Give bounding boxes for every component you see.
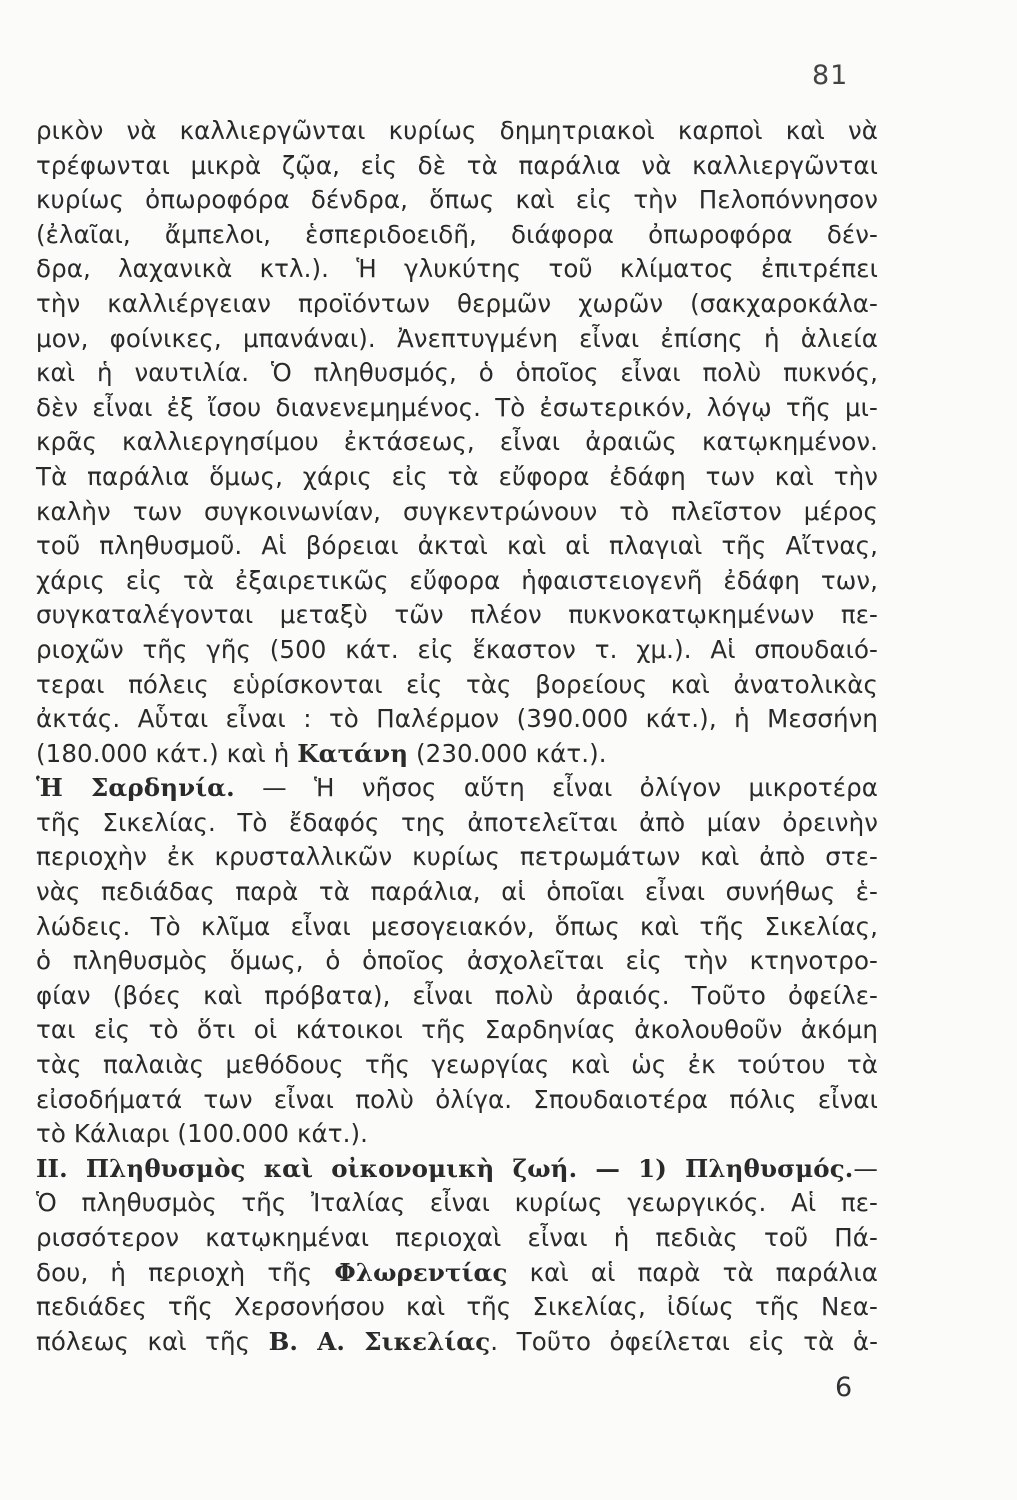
text-line [36,252,878,287]
text-line [36,1117,878,1152]
text-run: δου, ἡ περιοχὴ τῆς [36,1257,335,1287]
text-line [36,529,878,564]
text-run: Τὰ παράλια ὅμως, χάρις εἰς τὰ εὔφορα ἐδάφη των καὶ τὴν [36,461,878,491]
text-run: κρᾶς καλλιεργησίμου ἐκτάσεως, εἶναι ἀραιῶς κατῳκημένον. [36,427,878,457]
text-line [36,287,878,322]
text-run: — [853,1153,878,1183]
text-line [36,322,878,357]
text-run: τὸ Κάλιαρι (100.000 κάτ.). [36,1119,369,1149]
text-line [36,840,878,875]
text-line [36,1325,878,1360]
text-run: — Ἡ νῆσος αὕτη εἶναι ὀλίγον μικροτέρα [234,773,878,803]
text-line [36,564,878,599]
bold-text: Β. Α. Σικελίας [268,1326,491,1356]
text-line [36,218,878,253]
text-line [36,771,878,806]
text-run: λώδεις. Τὸ κλῖμα εἶναι μεσογειακόν, ὅπως καὶ τῆς Σικελίας, [36,911,878,941]
signature-mark: 6 [835,1372,853,1403]
text-run: καὶ αἱ παρὰ τὰ παράλια [507,1257,878,1287]
text-line [36,737,878,772]
text-run: ρικὸν νὰ καλλιεργῶνται κυρίως δημητριακοὶ καρποὶ καὶ νὰ [36,116,878,145]
text-line [36,1083,878,1118]
text-run: ἀκτάς. Αὗται εἶναι : τὸ Παλέρμον (390.000 κάτ.), ἡ Μεσσήνη [36,704,878,734]
text-run: περιοχὴν ἐκ κρυσταλλικῶν κυρίως πετρωμάτων καὶ ἀπὸ στε- [36,842,878,872]
text-line [36,1048,878,1083]
text-run: τεραι πόλεις εὑρίσκονται εἰς τὰς βορείους καὶ ἀνατολικὰς [36,669,878,699]
text-line [36,1290,878,1325]
text-run: φίαν (βόες καὶ πρόβατα), εἶναι πολὺ ἀραιός. Τοῦτο ὀφείλε- [36,980,878,1010]
text-line [36,1152,878,1187]
text-line [36,633,878,668]
text-run: ὁ πληθυσμὸς ὅμως, ὁ ὁποῖος ἀσχολεῖται εἰς τὴν κτηνοτρο- [36,946,878,976]
text-run: συγκαταλέγονται μεταξὺ τῶν πλέον πυκνοκατῳκημένων πε- [36,600,878,630]
text-line [36,183,878,218]
text-line [36,460,878,495]
text-line [36,114,878,149]
text-line [36,979,878,1014]
text-line [36,149,878,184]
text-run: δρα, λαχανικὰ κτλ.). Ἡ γλυκύτης τοῦ κλίματος ἐπιτρέπει [36,254,878,284]
text-run: τὴν καλλιέργειαν προϊόντων θερμῶν χωρῶν (σακχαροκάλα- [36,288,878,318]
text-line [36,806,878,841]
text-run: νὰς πεδιάδας παρὰ τὰ παράλια, αἱ ὁποῖαι εἶναι συνήθως ἑ- [36,877,878,907]
bold-text: Κατάνη [297,738,409,768]
body-text [36,114,878,1359]
text-run: εἰσοδήματά των εἶναι πολὺ ὀλίγα. Σπουδαιοτέρα πόλις εἶναι [36,1084,878,1114]
text-line [36,1186,878,1221]
text-run: (180.000 κάτ.) καὶ ἡ [36,738,298,768]
text-run: ται εἰς τὸ ὅτι οἱ κάτοικοι τῆς Σαρδηνίας ἀκολουθοῦν ἀκόμη [36,1015,878,1045]
text-run: κυρίως ὀπωροφόρα δένδρα, ὅπως καὶ εἰς τὴν Πελοπόννησον [36,185,878,215]
text-run: καὶ ἡ ναυτιλία. Ὁ πληθυσμός, ὁ ὁποῖος εἶναι πολὺ πυκνός, [36,358,878,388]
text-run: ριοχῶν τῆς γῆς (500 κάτ. εἰς ἕκαστον τ. χμ.). Αἱ σπουδαιό- [36,634,878,664]
text-run: δὲν εἶναι ἐξ ἴσου διανενεμημένος. Τὸ ἐσωτερικόν, λόγῳ τῆς μι- [36,392,878,422]
text-line [36,910,878,945]
bold-text: ΙΙ. Πληθυσμὸς καὶ οἰκονομικὴ ζωή. — 1) Πληθυσμός. [36,1153,854,1183]
text-line [36,356,878,391]
text-run: ρισσότερον κατῳκημέναι περιοχαὶ εἶναι ἡ πεδιὰς τοῦ Πά- [36,1223,878,1252]
text-line [36,944,878,979]
text-run: (230.000 κάτ.). [408,738,607,768]
text-run: τὰς παλαιὰς μεθόδους τῆς γεωργίας καὶ ὡς ἐκ τούτου τὰ [36,1050,878,1080]
page-number: 81 [812,60,849,91]
text-line [36,425,878,460]
text-line [36,1256,878,1291]
text-run: . Τοῦτο ὀφείλεται εἰς τὰ ἁ- [490,1326,879,1356]
text-line [36,875,878,910]
text-run: τοῦ πληθυσμοῦ. Αἱ βόρειαι ἀκταὶ καὶ αἱ πλαγιαὶ τῆς Αἴτνας, [36,531,878,561]
text-line [36,1221,878,1256]
text-run: χάρις εἰς τὰ ἐξαιρετικῶς εὔφορα ἡφαιστειογενῆ ἐδάφη των, [36,565,878,595]
text-run: μον, φοίνικες, μπανάναι). Ἀνεπτυγμένη εἶναι ἐπίσης ἡ ἁλιεία [36,323,878,353]
text-run: (ἐλαῖαι, ἄμπελοι, ἑσπεριδοειδῆ, διάφορα ὀπωροφόρα δέν- [36,219,878,249]
text-run: πόλεως καὶ τῆς [36,1326,269,1356]
bold-text: Ἡ Σαρδηνία. [36,773,235,803]
text-line [36,598,878,633]
text-line [36,1013,878,1048]
text-line [36,495,878,530]
text-run: πεδιάδες τῆς Χερσονήσου καὶ τῆς Σικελίας, ἰδίως τῆς Νεα- [36,1292,878,1322]
text-line [36,702,878,737]
text-line [36,391,878,426]
text-line [36,668,878,703]
text-run: Ὁ πληθυσμὸς τῆς Ἰταλίας εἶναι κυρίως γεωργικός. Αἱ πε- [36,1188,878,1218]
text-run: τρέφωνται μικρὰ ζῷα, εἰς δὲ τὰ παράλια νὰ καλλιεργῶνται [36,150,878,180]
text-run: τῆς Σικελίας. Τὸ ἔδαφός της ἀποτελεῖται ἀπὸ μίαν ὀρεινὴν [36,807,878,837]
text-run: καλὴν των συγκοινωνίαν, συγκεντρώνουν τὸ πλεῖστον μέρος [36,496,878,526]
bold-text: Φλωρεντίας [334,1257,508,1287]
